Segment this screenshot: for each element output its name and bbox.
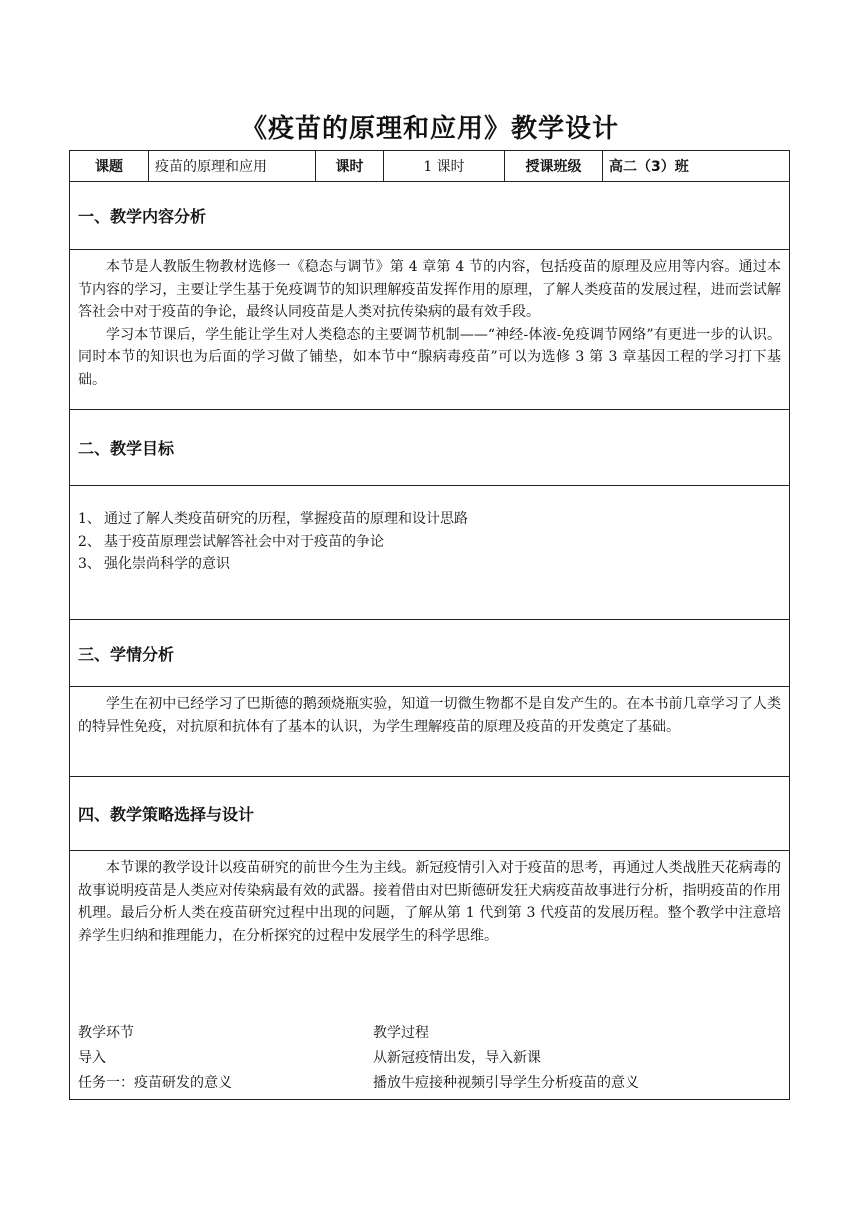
section-heading-strategy: 四、教学策略选择与设计: [70, 777, 789, 851]
meta-row: [70, 151, 789, 182]
content-analysis-body: [70, 250, 789, 410]
goal-text: 基于疫苗原理尝试解答社会中对于疫苗的争论: [104, 533, 384, 550]
lesson-stage-header: 教学环节: [78, 1025, 134, 1041]
goal-item: [78, 553, 781, 576]
hours-label: 课时: [316, 151, 384, 181]
lesson-process: 从新冠疫情出发，导入新课: [373, 1050, 541, 1066]
class-label: 授课班级: [505, 151, 603, 181]
goal-item: [78, 531, 781, 554]
strategy-body: [70, 851, 789, 947]
lesson-stage: 任务一：疫苗研发的意义: [78, 1075, 232, 1091]
lesson-process: 播放牛痘接种视频引导学生分析疫苗的意义: [373, 1075, 639, 1091]
lesson-plan-table: [69, 150, 790, 1100]
content-analysis-paragraph: 学习本节课后，学生能让学生对人类稳态的主要调节机制——“神经-体液-免疫调节网络”有更进一步的认识。同时本节的知识也为后面的学习做了铺垫，如本节中“腺病毒疫苗”可以为选修 3 第 3 章基因工程的学习打下基础。: [78, 326, 781, 388]
goal-number: 1、: [78, 511, 101, 527]
goal-number: 2、: [78, 533, 101, 550]
document-title: 《疫苗的原理和应用》教学设计: [240, 114, 619, 144]
section-heading-student-analysis: 三、学情分析: [70, 620, 789, 687]
section-heading-content-analysis: 一、教学内容分析: [70, 182, 789, 250]
topic-label: 课题: [70, 151, 149, 181]
teaching-goals-list: [70, 486, 789, 620]
topic-value: 疫苗的原理和应用: [149, 151, 316, 181]
strategy-and-lesson-cell: [70, 851, 789, 1099]
hours-value: 1 课时: [384, 151, 505, 181]
goal-item: [78, 508, 781, 531]
lesson-row: [78, 1046, 639, 1071]
lesson-stage: 导入: [78, 1050, 106, 1066]
content-analysis-paragraph: 本节是人教版生物教材选修一《稳态与调节》第 4 章第 4 节的内容，包括疫苗的原理及应用等内容。通过本节内容的学习，主要让学生基于免疫调节的知识理解疫苗发挥作用的原理，了解人类疫苗的发展过程，进而尝试解答社会中对于疫苗的争论，最终认同疫苗是人类对抗传染病的最有效手段。: [78, 259, 781, 320]
student-analysis-paragraph: 学生在初中已经学习了巴斯德的鹅颈烧瓶实验，知道一切微生物都不是自发产生的。在本书前几章学习了人类的特异性免疫，对抗原和抗体有了基本的认识，为学生理解疫苗的原理及疫苗的开发奠定了基础。: [78, 696, 781, 735]
strategy-paragraph: 本节课的教学设计以疫苗研究的前世今生为主线。新冠疫情引入对于疫苗的思考，再通过人类战胜天花病毒的故事说明疫苗是人类应对传染病最有效的武器。接着借由对巴斯德研发狂犬病疫苗故事进行分析，指明疫苗的作用机理。最后分析人类在疫苗研究过程中出现的问题，了解从第 1 代到第 3 代疫苗的发展历程。整个教学中注意培养学生归纳和推理能力，在分析探究的过程中发展学生的科学思维。: [78, 860, 781, 944]
class-value: 高二（3）班: [609, 159, 689, 175]
lesson-process-header: 教学过程: [373, 1025, 429, 1041]
lesson-header-row: [78, 1021, 639, 1046]
student-analysis-body: [70, 687, 789, 777]
goal-number: 3、: [78, 556, 101, 572]
goal-text: 通过了解人类疫苗研究的历程，掌握疫苗的原理和设计思路: [104, 511, 468, 527]
goal-text: 强化崇尚科学的意识: [104, 556, 230, 572]
lesson-flow: [70, 1021, 639, 1096]
lesson-row: [78, 1071, 639, 1096]
section-heading-teaching-goals: 二、教学目标: [70, 410, 789, 486]
